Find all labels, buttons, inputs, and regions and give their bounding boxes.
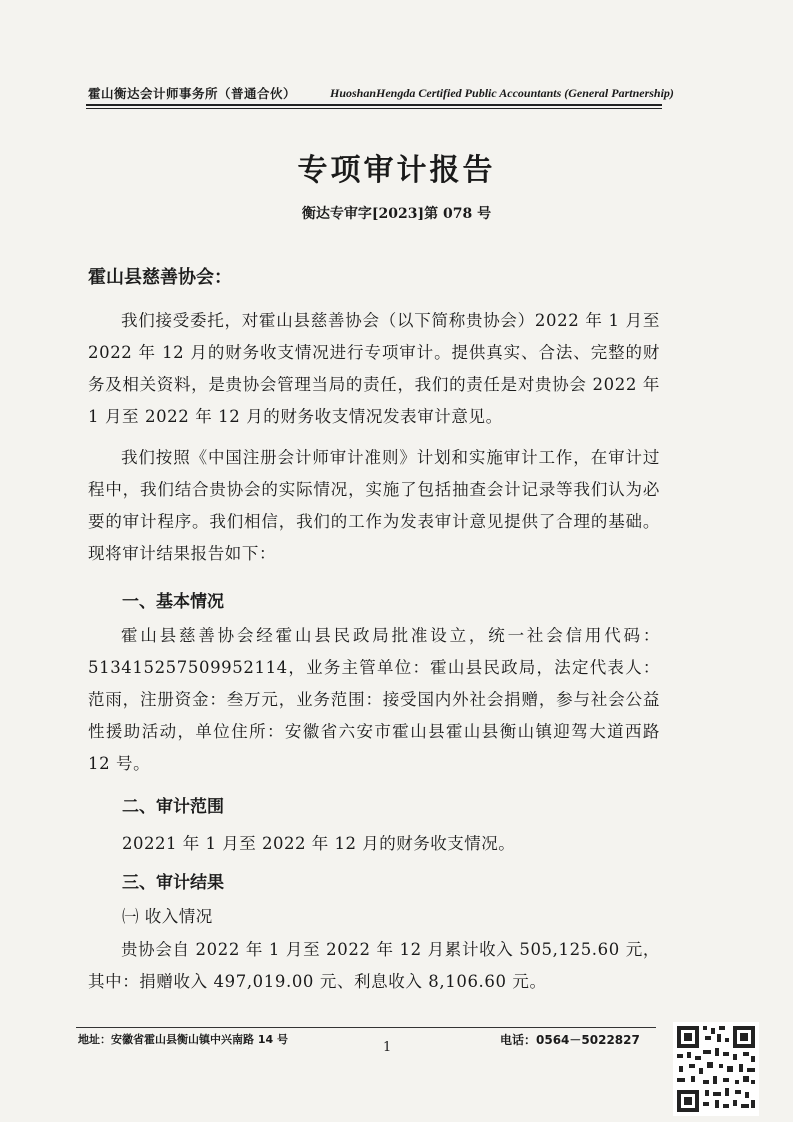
header-rule-thin	[86, 108, 662, 109]
footer-address: 地址：安徽省霍山县衡山镇中兴南路 14 号	[78, 1033, 288, 1046]
audit-scope-text: 20221 年 1 月至 2022 年 12 月的财务收支情况。	[122, 834, 516, 853]
header-firm-name-cn: 霍山衡达会计师事务所（普通合伙）	[88, 86, 297, 101]
header-rule	[86, 104, 662, 106]
document-number: 衡达专审字[2023]第 078 号	[301, 206, 492, 222]
income-paragraph: 贵协会自 2022 年 1 月至 2022 年 12 月累计收入 505,125.60 元，其中：捐赠收入 497,019.00 元、利息收入 8,106.60 元。	[88, 940, 660, 991]
header-firm-name-en: HuoshanHengda Certified Public Accountants (General Partnership)	[330, 86, 674, 100]
report-title: 专项审计报告	[297, 153, 496, 188]
addressee: 霍山县慈善协会：	[88, 267, 232, 288]
section-heading-audit-scope: 二、审计范围	[122, 797, 224, 817]
standards-paragraph: 我们按照《中国注册会计师审计准则》计划和实施审计工作，在审计过程中，我们结合贵协会的实际情况，实施了包括抽查会计记录等我们认为必要的审计程序。我们相信，我们的工作为发表审计意见提供了合理的基础。现将审计结果报告如下：	[88, 448, 660, 563]
footer-rule	[76, 1027, 656, 1028]
basic-info-paragraph: 霍山县慈善协会经霍山县民政局批准设立，统一社会信用代码：513415257509952114，业务主管单位：霍山县民政局，法定代表人：范雨，注册资金：叁万元，业务范围：接受国内外社会捐赠，参与社会公益性援助活动，单位住所：安徽省六安市霍山县霍山县衡山镇迎驾大道西路 12 号。	[88, 626, 660, 773]
intro-paragraph: 我们接受委托，对霍山县慈善协会（以下简称贵协会）2022 年 1 月至 2022 年 12 月的财务收支情况进行专项审计。提供真实、合法、完整的财务及相关资料，是贵协会管理当局的责任，我们的责任是对贵协会 2022 年 1 月至 2022 年 12 月的财务收支情况发表审计意见。	[88, 311, 660, 426]
section-heading-audit-results: 三、审计结果	[122, 873, 224, 893]
subsection-income: ㈠ 收入情况	[122, 907, 213, 926]
footer-phone: 电话：0564－5022827	[500, 1033, 640, 1047]
section-heading-basic-info: 一、基本情况	[122, 592, 224, 612]
page-number: 1	[383, 1040, 392, 1055]
qr-code-icon	[673, 1022, 759, 1116]
